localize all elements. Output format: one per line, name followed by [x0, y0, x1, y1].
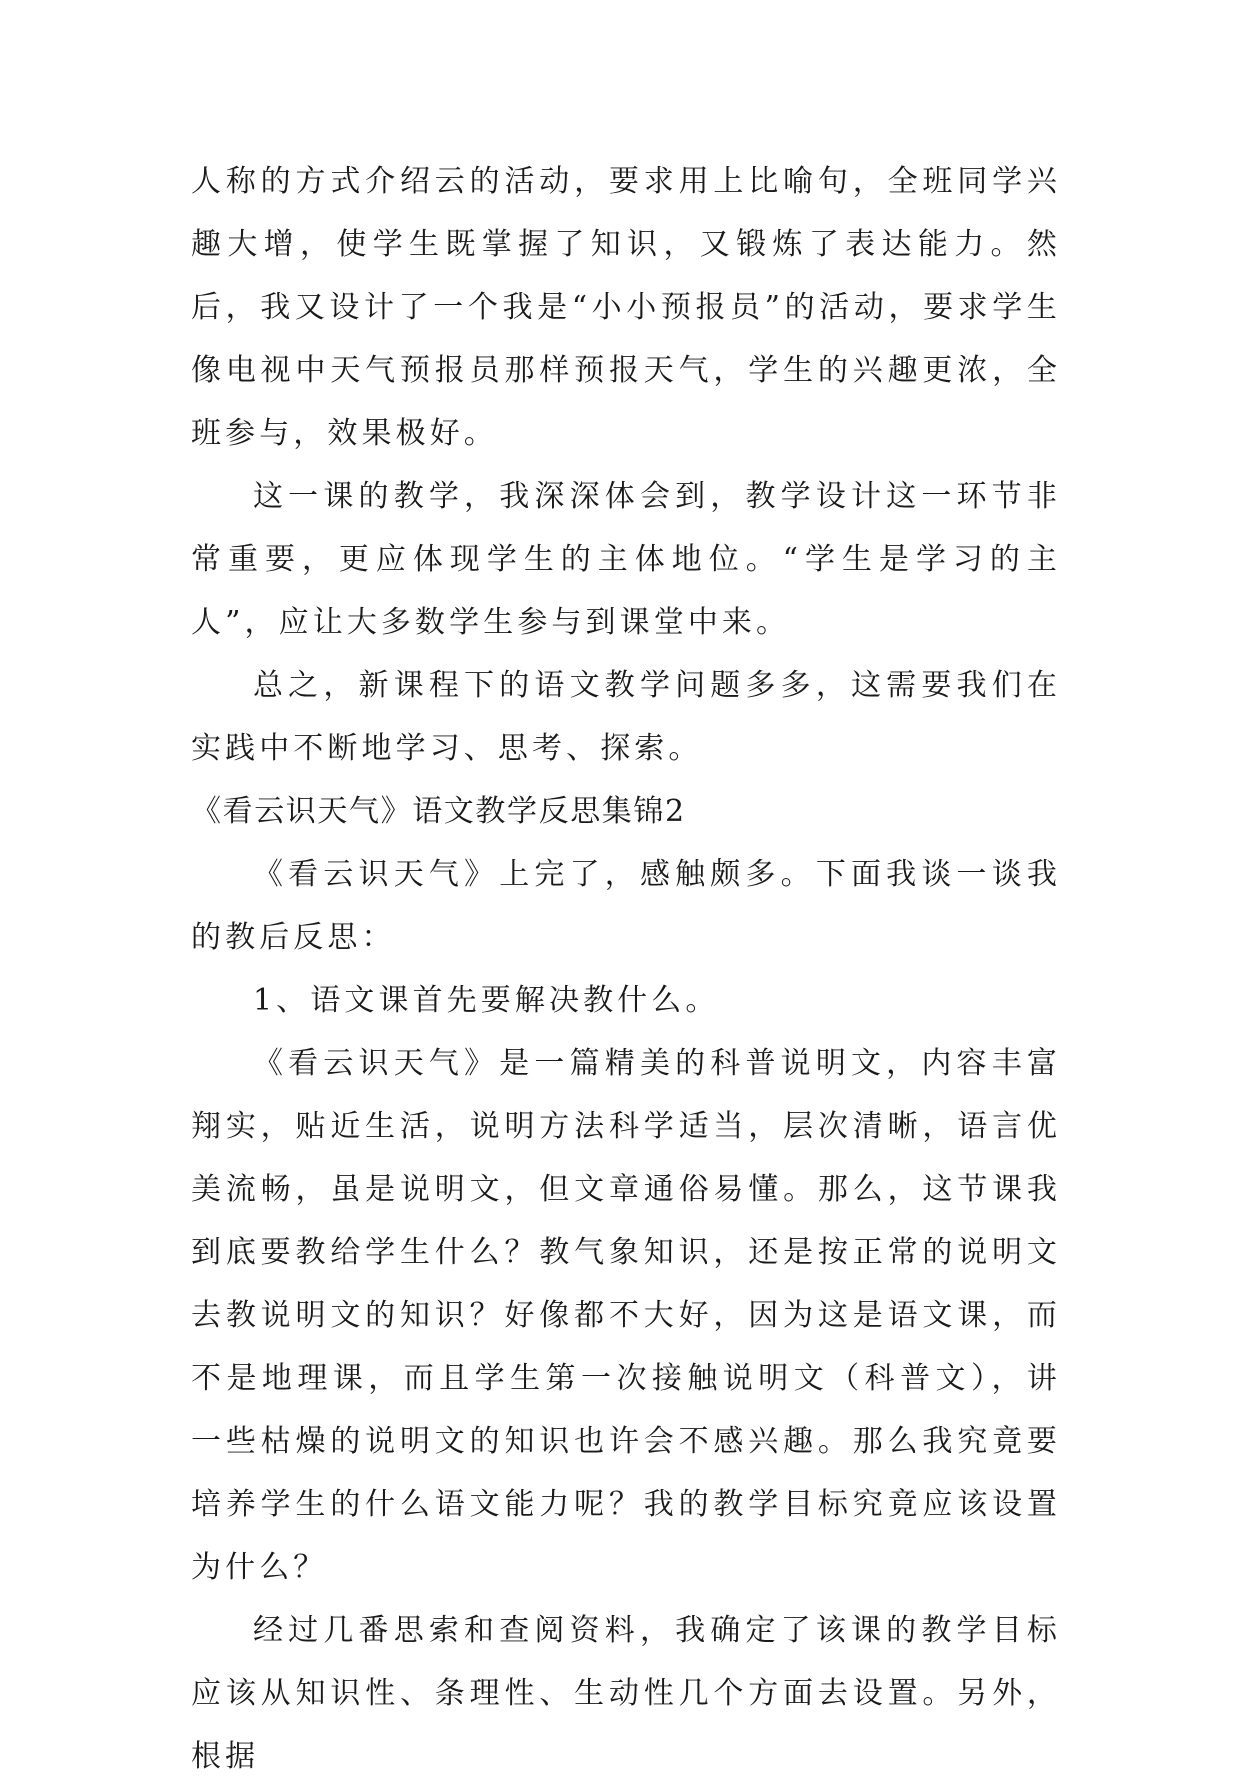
body-paragraph: 人称的方式介绍云的活动，要求用上比喻句，全班同学兴趣大增，使学生既掌握了知识，又锻炼了表达能力。然后，我又设计了一个我是“小小预报员”的活动，要求学生像电视中天气预报员那样预报天气，学生的兴趣更浓，全班参与，效果极好。: [191, 164, 1061, 451]
body-paragraph: 《看云识天气》上完了，感触颇多。下面我谈一谈我的教后反思：: [191, 857, 1061, 955]
body-paragraph: 这一课的教学，我深深体会到，教学设计这一环节非常重要，更应体现学生的主体地位。“学生是学习的主人”，应让大多数学生参与到课堂中来。: [191, 479, 1061, 640]
body-paragraph: 总之，新课程下的语文教学问题多多，这需要我们在实践中不断地学习、思考、探索。: [191, 668, 1061, 766]
body-paragraph: 经过几番思索和查阅资料，我确定了该课的教学目标应该从知识性、条理性、生动性几个方面去设置。另外，根据: [191, 1613, 1061, 1774]
document-body: [191, 150, 1061, 1788]
numbered-point: 1、语文课首先要解决教什么。: [253, 983, 720, 1018]
body-paragraph: 《看云识天气》是一篇精美的科普说明文，内容丰富翔实，贴近生活，说明方法科学适当，层次清晰，语言优美流畅，虽是说明文，但文章通俗易懂。那么，这节课我到底要教给学生什么？教气象知识，还是按正常的说明文去教说明文的知识？好像都不大好，因为这是语文课，而不是地理课，而且学生第一次接触说明文（科普文），讲一些枯燥的说明文的知识也许会不感兴趣。那么我究竟要培养学生的什么语文能力呢？我的教学目标究竟应该设置为什么？: [191, 1046, 1061, 1585]
section-heading: 《看云识天气》语文教学反思集锦2: [191, 794, 686, 829]
